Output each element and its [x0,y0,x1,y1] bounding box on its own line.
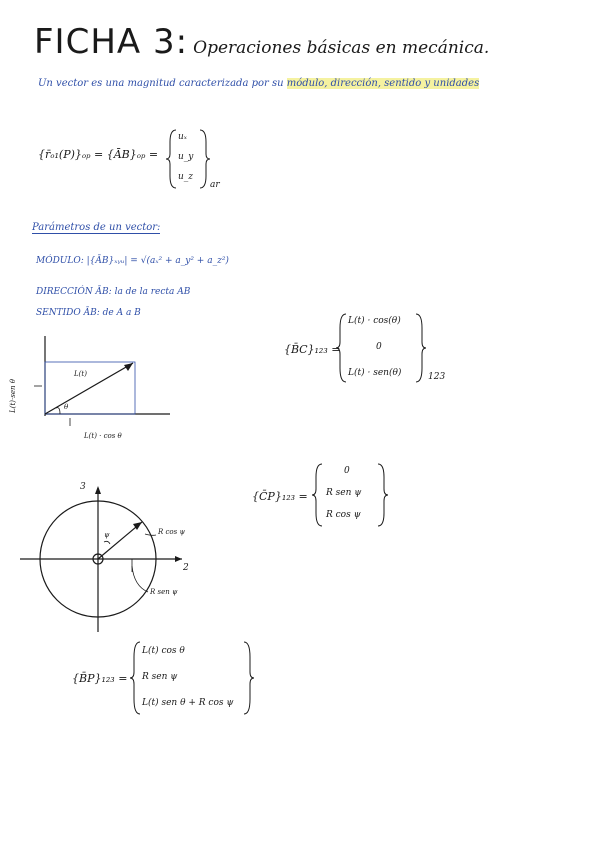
page-title [34,22,489,62]
fig1-sketch [30,336,180,436]
eqBP-comp-2: R sen ψ [142,672,178,682]
eqBC-matrix [338,312,448,384]
eq1-comp-y: u_y [178,152,194,162]
eq1-subscript: ar [210,180,220,190]
params-heading: Parámetros de un vector: [32,222,161,233]
eq1-matrix [168,128,218,190]
eq1-comp-z: u_z [178,172,194,182]
title-main: FICHA 3: [34,22,189,62]
eqBC-comp-2: 0 [376,342,382,352]
intro-line [38,78,479,89]
eq1-lhs: {r̄ₒ₁(P)}ₒₚ = {ĀB}ₒₚ = [38,148,159,161]
eqBC-comp-1: L(t) · cos(θ) [348,316,401,326]
eqCP-comp-3: R cos ψ [326,510,361,520]
fig2-axis-right: 2 [183,563,189,573]
fig1-xlabel: L(t) · cos θ [84,432,122,440]
intro-text: Un vector es una magnitud caracterizada por su [38,78,284,89]
fig2-rcos-label: R cos ψ [158,528,185,536]
intro-highlight: módulo, dirección, sentido y unidades [286,78,480,89]
eqBC-subscript: 123 [428,372,446,382]
eqCP-comp-1: 0 [344,466,350,476]
eqBC-lhs: {B̄C}₁₂₃ = [284,343,341,356]
params-sentido: SENTIDO ĀB: de A a B [36,308,141,318]
params-modulo: MÓDULO: |{ĀB}ₓᵧᵤ| = √(aₓ² + a_y² + a_z²) [36,256,229,266]
eqBP-lhs: {B̄P}₁₂₃ = [72,672,128,685]
fig2-rsen-label: R sen ψ [150,588,178,596]
fig2-axis-up: 3 [80,482,86,492]
eqBP-matrix [132,640,262,716]
title-rest: Operaciones básicas en mecánica. [193,38,490,58]
eqCP-comp-2: R sen ψ [326,488,362,498]
fig2-sketch [20,482,180,632]
eq1-comp-x: uₓ [178,132,187,142]
fig1-ylabel: L(t)·sen θ [8,379,17,413]
eqBP-comp-1: L(t) cos θ [142,646,185,656]
fig2-angle-label: ψ [104,531,110,539]
eqCP-lhs: {C̄P}₁₂₃ = [252,490,308,503]
eqBC-comp-3: L(t) · sen(θ) [348,368,402,378]
eqBP-comp-3: L(t) sen θ + R cos ψ [142,698,234,708]
fig1-hyp-label: L(t) [74,370,87,378]
params-direccion: DIRECCIÓN ĀB: la de la recta AB [36,287,191,297]
fig1-angle-label: θ [64,403,69,411]
eqCP-matrix [314,462,404,528]
